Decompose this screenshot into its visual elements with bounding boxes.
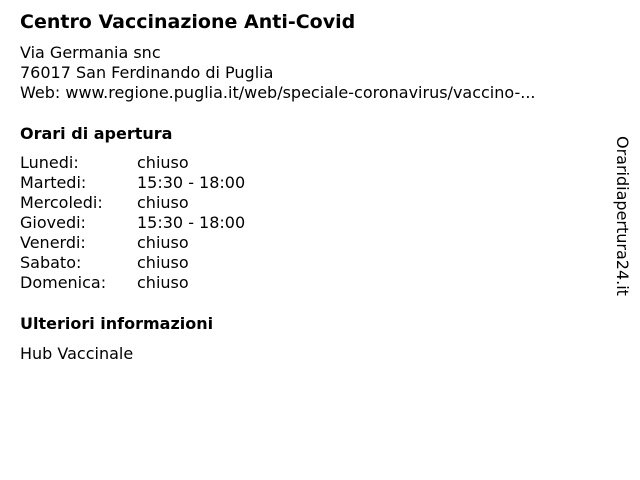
- hours-time: chiuso: [137, 273, 189, 292]
- address-block: [20, 43, 536, 103]
- hours-day: Giovedi:: [20, 213, 86, 232]
- site-watermark: Oraridiapertura24.it: [613, 136, 632, 296]
- hours-time: chiuso: [137, 233, 189, 252]
- hours-time: 15:30 - 18:00: [137, 173, 246, 192]
- address-city: 76017 San Ferdinando di Puglia: [20, 63, 274, 82]
- address-street: Via Germania snc: [20, 43, 161, 62]
- hours-time: chiuso: [137, 253, 189, 272]
- hours-day: Mercoledi:: [20, 193, 103, 212]
- hours-day: Domenica:: [20, 273, 107, 292]
- hours-day: Lunedi:: [20, 153, 79, 172]
- opening-hours-heading: Orari di apertura: [20, 124, 173, 143]
- hours-day: Sabato:: [20, 253, 82, 272]
- hours-day: Martedi:: [20, 173, 87, 192]
- hours-time: chiuso: [137, 153, 189, 172]
- additional-info-heading: Ulteriori informazioni: [20, 314, 214, 333]
- hours-day: Venerdi:: [20, 233, 86, 252]
- page-title: Centro Vaccinazione Anti-Covid: [20, 11, 356, 33]
- hours-time: 15:30 - 18:00: [137, 213, 246, 232]
- additional-info-text: Hub Vaccinale: [20, 344, 134, 363]
- hours-time: chiuso: [137, 193, 189, 212]
- address-web-link[interactable]: Web: www.regione.puglia.it/web/speciale-coronavirus/vaccino-...: [20, 83, 536, 102]
